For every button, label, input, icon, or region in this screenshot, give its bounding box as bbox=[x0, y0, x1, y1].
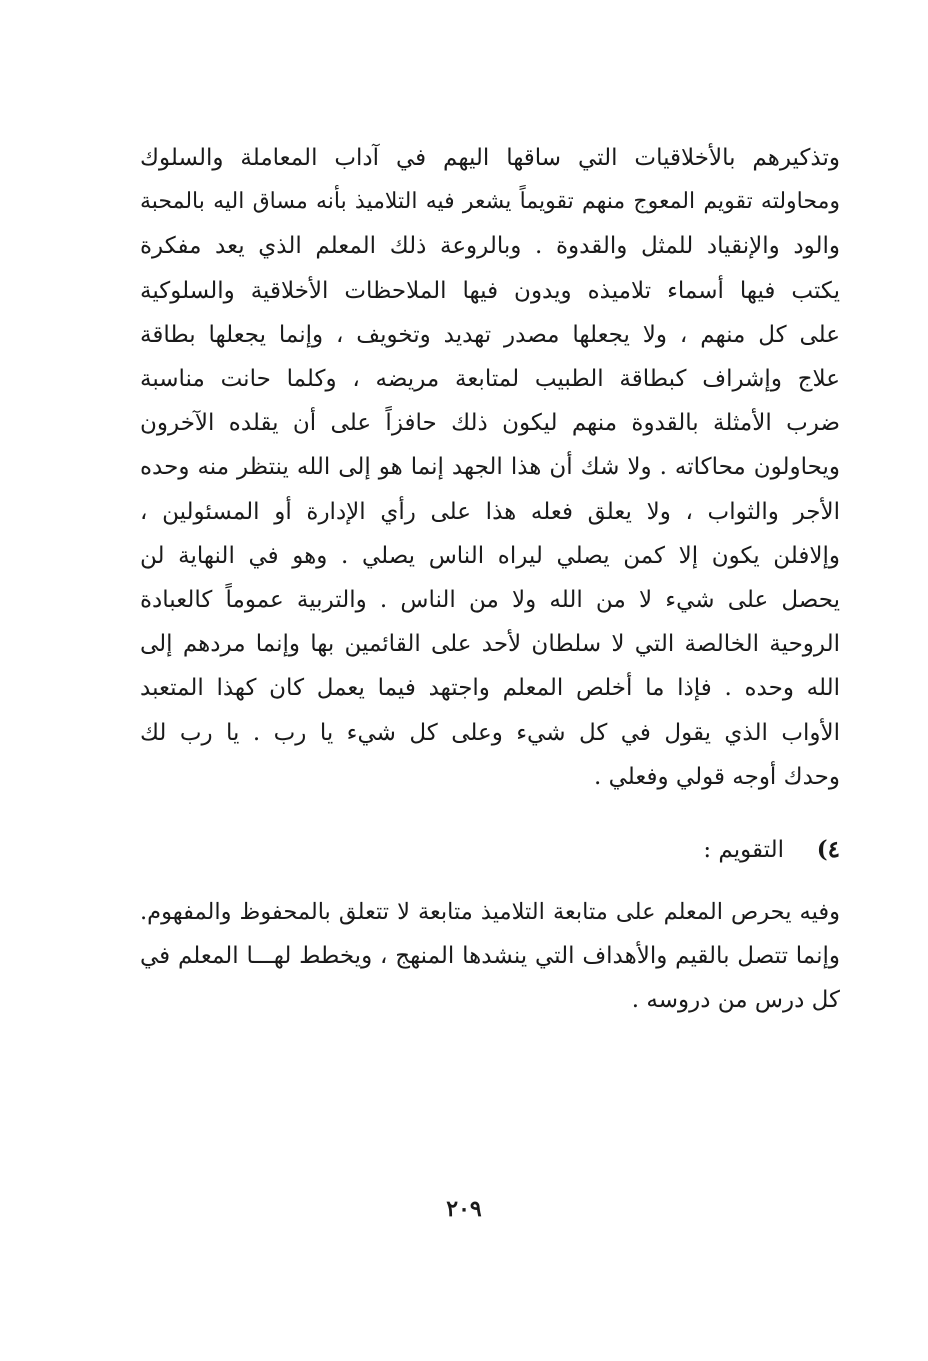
text-line: والود والإنقياد للمثل والقدوة . وبالروعة ذلك المعلم الذي يعد مفكرة bbox=[140, 233, 840, 260]
text-line: وحدك أوجه قولي وفعلي . bbox=[594, 763, 840, 790]
section-title: التقويم : bbox=[703, 837, 784, 863]
page-number: ٢٠٩ bbox=[446, 1196, 482, 1222]
text-line: وإنما تتصل بالقيم والأهداف التي ينشدها المنهج ، ويخطط لهـــا المعلم في bbox=[140, 943, 840, 970]
text-line: الأواب الذي يقول في كل شيء وعلى كل شيء يا رب . يا رب لك bbox=[140, 719, 840, 746]
text-line: وفيه يحرص المعلم على متابعة التلاميذ متابعة لا تتعلق بالمحفوظ والمفهوم. bbox=[140, 899, 840, 925]
text-line: الروحية الخالصة التي لا سلطان لأحد على القائمين بها وإنما مردهم إلى bbox=[140, 631, 840, 658]
section-heading bbox=[140, 828, 840, 872]
second-paragraph bbox=[140, 890, 840, 1023]
text-line: وإلافلن يكون إلا كمن يصلي ليراه الناس يصلي . وهو في النهاية لن bbox=[140, 542, 840, 569]
text-line: الأجر والثواب ، ولا يعلق فعله هذا على رأي الإدارة أو المسئولين ، bbox=[140, 498, 840, 525]
text-line: يحصل على شيء لا من الله ولا من الناس . والتربية عموماً كالعبادة bbox=[140, 587, 840, 614]
text-line: على كل منهم ، ولا يجعلها مصدر تهديد وتخويف ، وإنما يجعلها بطاقة bbox=[140, 321, 840, 348]
text-line: كل درس من دروسه . bbox=[631, 987, 840, 1014]
text-line: وتذكيرهم بالأخلاقيات التي ساقها اليهم في آداب المعاملة والسلوك bbox=[140, 145, 840, 171]
text-line: ويحاولون محاكاته . ولا شك أن هذا الجهد إنما هو إلى الله ينتظر منه وحده bbox=[140, 454, 840, 481]
text-line: علاج وإشراف كبطاقة الطبيب لمتابعة مريضه ، وكلما حانت مناسبة bbox=[140, 366, 840, 393]
text-line: ضرب الأمثلة بالقدوة منهم ليكون ذلك حافزاً على أن يقلده الآخرون bbox=[140, 410, 840, 437]
text-line: ومحاولته تقويم المعوج منهم تقويماً يشعر فيه التلاميذ بأنه مساق اليه بالمحبة bbox=[140, 189, 840, 215]
text-line: يكتب فيها أسماء تلاميذه ويدون فيها الملاحظات الأخلاقية والسلوكية bbox=[140, 277, 840, 304]
section-number: ٤) bbox=[816, 836, 840, 863]
main-paragraph bbox=[140, 136, 840, 799]
text-line: الله وحده . فإذا ما أخلص المعلم واجتهد فيما يعمل كان كهذا المتعبد bbox=[140, 675, 840, 702]
